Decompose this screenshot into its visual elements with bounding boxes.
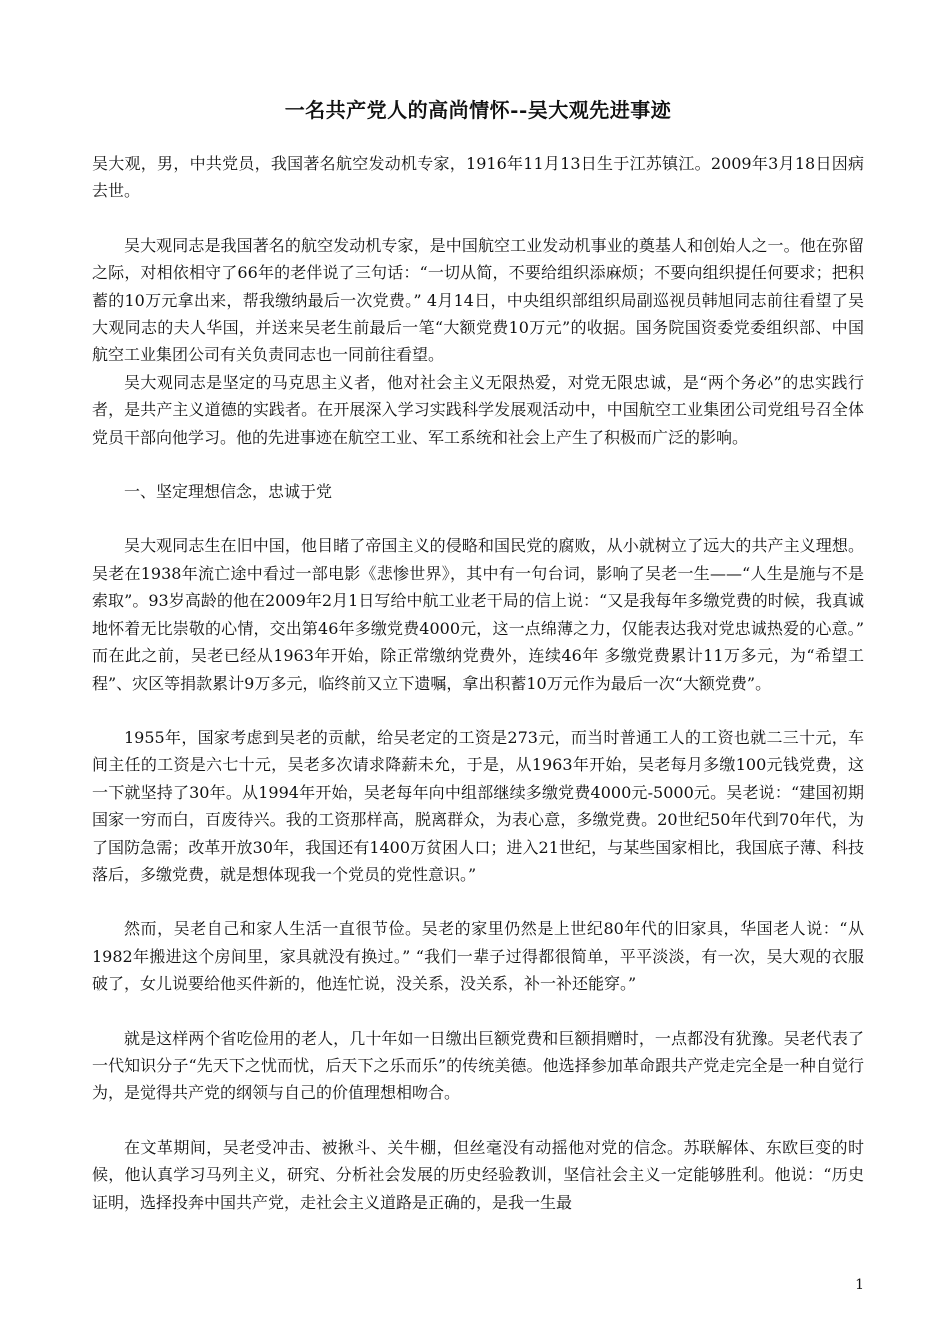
document-page [92,0,864,1344]
page-number: 1 [855,1277,864,1293]
body-paragraph: 吴大观同志是坚定的马克思主义者，他对社会主义无限热爱，对党无限忠诚，是“两个务必”的忠实践行者，是共产主义道德的实践者。在开展深入学习实践科学发展观活动中，中国航空工业集团公司党组号召全体党员干部向他学习。他的先进事迹在航空工业、军工系统和社会上产生了积极而广泛的影响。 [92,372,864,447]
section-paragraph: 吴大观同志生在旧中国，他目睹了帝国主义的侵略和国民党的腐败，从小就树立了远大的共产主义理想。吴老在1938年流亡途中看过一部电影《悲惨世界》，其中有一句台词，影响了吴老一生——“人生是施与不是索取”。93岁高龄的他在2009年2月1日写给中航工业老干局的信上说：“又是我每年多缴党费的时候，我真诚地怀着无比崇敬的心情，交出第46年多缴党费4000元，这一点绵薄之力，仅能表达我对党忠诚热爱的心意。” 而在此之前，吴老已经从1963年开始，除正常缴纳党费外，连续46年 多缴党费累计11万多元，为“希望工程”、灾区等捐款累计9万多元，临终前又立下遗嘱，拿出积蓄10万元作为最后一次“大额党费”。 [92,536,864,693]
section-paragraph: 然而，吴老自己和家人生活一直很节俭。吴老的家里仍然是上世纪80年代的旧家具，华国老人说：“从1982年搬进这个房间里，家具就没有换过。” “我们一辈子过得都很简单，平平淡淡，有一次，吴大观的衣服破了，女儿说要给他买件新的，他连忙说，没关系，没关系，补一补还能穿。” [92,919,864,994]
body-paragraph: 吴大观同志是我国著名的航空发动机专家，是中国航空工业发动机事业的奠基人和创始人之一。他在弥留之际，对相依相守了66年的老伴说了三句话：“一切从简，不要给组织添麻烦；不要向组织提任何要求；把积蓄的10万元拿出来，帮我缴纳最后一次党费。” 4月14日，中央组织部组织局副巡视员韩旭同志前往看望了吴大观同志的夫人华国，并送来吴老生前最后一笔“大额党费10万元”的收据。国务院国资委党委组织部、中国航空工业集团公司有关负责同志也一同前往看望。 [92,235,864,365]
section-heading: 一、坚定理想信念，忠诚于党 [124,482,333,502]
section-paragraph: 就是这样两个省吃俭用的老人，几十年如一日缴出巨额党费和巨额捐赠时，一点都没有犹豫。吴老代表了一代知识分子“先天下之忧而忧，后天下之乐而乐”的传统美德。他选择参加革命跟共产党走完全是一种自觉行为，是觉得共产党的纲领与自己的价值理想相吻合。 [92,1028,864,1103]
intro-paragraph: 吴大观，男，中共党员，我国著名航空发动机专家，1916年11月13日生于江苏镇江。2009年3月18日因病去世。 [92,154,864,201]
document-body [92,150,864,1216]
section-paragraph: 在文革期间，吴老受冲击、被揪斗、关牛棚，但丝毫没有动摇他对党的信念。苏联解体、东欧巨变的时候，他认真学习马列主义，研究、分析社会发展的历史经验教训，坚信社会主义一定能够胜利。他说：“历史证明，选择投奔中国共产党，走社会主义道路是正确的，是我一生最 [92,1137,864,1212]
section-paragraph: 1955年，国家考虑到吴老的贡献，给吴老定的工资是273元，而当时普通工人的工资也就二三十元，车间主任的工资是六七十元，吴老多次请求降薪未允，于是，从1963年开始，吴老每月多缴100元钱党费，这一下就坚持了30年。从1994年开始，吴老每年向中组部继续多缴党费4000元-5000元。吴老说：“建国初期国家一穷而白，百废待兴。我的工资那样高，脱离群众，为表心意，多缴党费。20世纪50年代到70年代，为了国防急需；改革开放30年，我国还有1400万贫困人口；进入21世纪，与某些国家相比，我国底子薄、科技落后，多缴党费，就是想体现我一个党员的党性意识。” [92,727,864,884]
document-title: 一名共产党人的高尚情怀--吴大观先进事迹 [284,98,672,122]
